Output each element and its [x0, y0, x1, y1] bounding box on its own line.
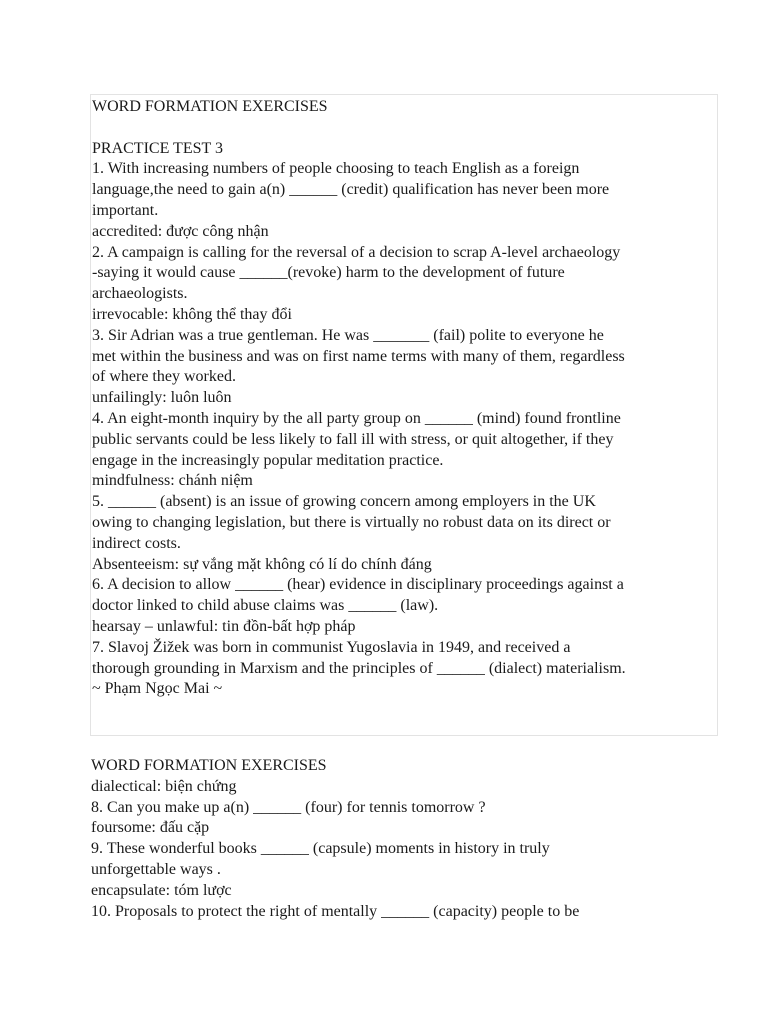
text-line: 8. Can you make up a(n) ______ (four) for tennis tomorrow ? [91, 798, 486, 816]
answer-line: unfailingly: luôn luôn [92, 389, 232, 407]
answer-line: foursome: đấu cặp [91, 819, 210, 837]
page-2-heading: WORD FORMATION EXERCISES [91, 757, 327, 774]
text-line: doctor linked to child abuse claims was ______ (law). [92, 597, 439, 615]
text-line: 9. These wonderful books ______ (capsule) moments in history in truly [91, 840, 550, 858]
blank-line [92, 118, 717, 139]
text-line: 6. A decision to allow ______ (hear) evidence in disciplinary proceedings against a [92, 576, 624, 594]
page-1-content [91, 95, 717, 700]
text-line: 1. With increasing numbers of people choosing to teach English as a foreign [92, 160, 580, 178]
text-line: owing to changing legislation, but there is virtually no robust data on its direct or [92, 513, 611, 531]
text-line: 5. ______ (absent) is an issue of growing concern among employers in the UK [92, 493, 596, 511]
text-line: engage in the increasingly popular meditation practice. [92, 451, 444, 469]
text-line: -saying it would cause ______(revoke) harm to the development of future [92, 264, 565, 282]
text-line: met within the business and was on first name terms with many of them, regardless [92, 347, 625, 365]
answer-line: encapsulate: tóm lược [91, 881, 232, 899]
answer-line: dialectical: biện chứng [91, 777, 237, 795]
text-line: indirect costs. [92, 534, 181, 552]
text-line: thorough grounding in Marxism and the principles of ______ (dialect) materialism. [92, 659, 626, 677]
text-line: language,the need to gain a(n) ______ (credit) qualification has never been more [92, 181, 610, 199]
text-line: public servants could be less likely to fall ill with stress, or quit altogether, if they [92, 430, 614, 448]
text-line: 2. A campaign is calling for the reversal of a decision to scrap A-level archaeology [92, 243, 621, 261]
practice-test-title: PRACTICE TEST 3 [92, 139, 223, 157]
answer-line: irrevocable: không thể thay đổi [92, 305, 292, 323]
answer-line: hearsay – unlawful: tin đồn-bất hợp pháp [92, 617, 356, 635]
text-line: 4. An eight-month inquiry by the all party group on ______ (mind) found frontline [92, 409, 621, 427]
author-signature: ~ Phạm Ngọc Mai ~ [92, 680, 223, 698]
document-page-2 [90, 745, 718, 1024]
answer-line: Absenteeism: sự vắng mặt không có lí do chính đáng [92, 555, 432, 573]
text-line: of where they worked. [92, 368, 236, 386]
text-line: 10. Proposals to protect the right of mentally ______ (capacity) people to be [91, 902, 580, 920]
text-line: 7. Slavoj Žižek was born in communist Yugoslavia in 1949, and received a [92, 638, 571, 656]
answer-line: accredited: được công nhận [92, 222, 269, 240]
text-line: archaeologists. [92, 285, 188, 303]
text-line: 3. Sir Adrian was a true gentleman. He was _______ (fail) polite to everyone he [92, 326, 604, 344]
text-line: important. [92, 201, 159, 219]
page-2-content [90, 745, 718, 922]
document-page-1 [90, 94, 718, 736]
answer-line: mindfulness: chánh niệm [92, 472, 253, 490]
text-line: unforgettable ways . [91, 860, 221, 878]
page-1-heading: WORD FORMATION EXERCISES [92, 98, 328, 115]
